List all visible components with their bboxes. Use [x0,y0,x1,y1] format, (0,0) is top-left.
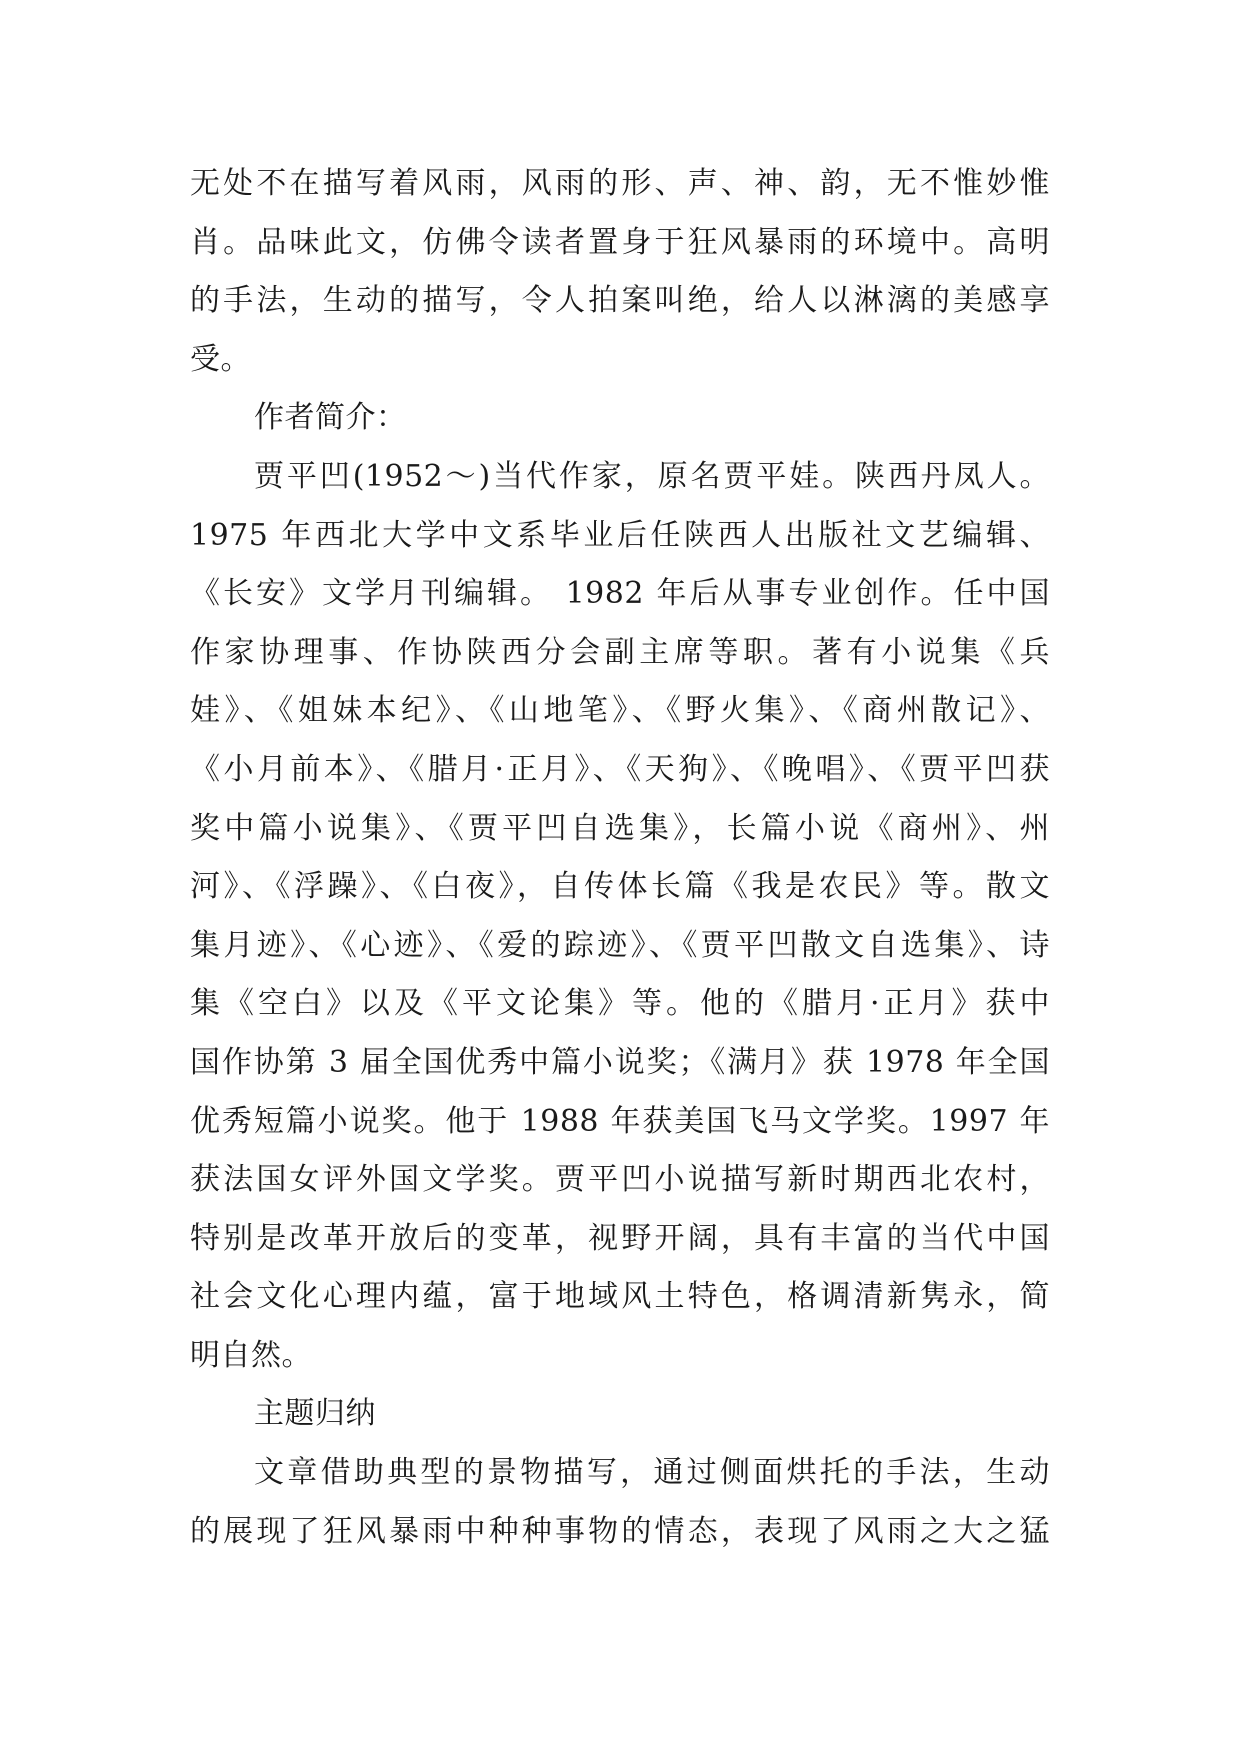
text-line: 的手法，生动的描写，令人拍案叫绝，给人以淋漓的美感享 [190,283,1050,319]
text-line: 获法国女评外国文学奖。贾平凹小说描写新时期西北农村， [190,1162,1050,1198]
text-line: 贾平凹(1952～)当代作家，原名贾平娃。陕西丹凤人。 [254,458,1050,494]
text-line: 国作协第 3 届全国优秀中篇小说奖；《满月》获 1978 年全国 [190,1044,1050,1080]
text-line: 文章借助典型的景物描写，通过侧面烘托的手法，生动 [254,1455,1050,1491]
text-line: 明自然。 [190,1337,312,1373]
section-heading-theme-summary: 主题归纳 [254,1396,376,1432]
text-line: 《长安》文学月刊编辑。 1982 年后从事专业创作。任中国 [190,576,1050,612]
text-line: 娃》、《姐妹本纪》、《山地笔》、《野火集》、《商州散记》、 [190,693,1050,729]
text-line: 特别是改革开放后的变革，视野开阔，具有丰富的当代中国 [190,1220,1050,1256]
text-line: 集月迹》、《心迹》、《爱的踪迹》、《贾平凹散文自选集》、诗 [190,927,1050,963]
text-line: 优秀短篇小说奖。他于 1988 年获美国飞马文学奖。1997 年 [190,1103,1050,1139]
text-line: 河》、《浮躁》、《白夜》，自传体长篇《我是农民》等。散文 [190,869,1050,905]
text-line: 作家协理事、作协陕西分会副主席等职。著有小说集《兵 [190,634,1050,670]
text-line: 受。 [190,341,251,377]
section-heading-author-intro: 作者简介： [254,400,407,436]
text-line: 的展现了狂风暴雨中种种事物的情态，表现了风雨之大之猛 [190,1513,1050,1549]
text-line: 奖中篇小说集》、《贾平凹自选集》，长篇小说《商州》、州 [190,810,1050,846]
text-line: 1975 年西北大学中文系毕业后任陕西人出版社文艺编辑、 [190,517,1050,553]
text-line: 《小月前本》、《腊月·正月》、《天狗》、《晚唱》、《贾平凹获 [190,751,1050,787]
document-body [190,155,1050,1561]
text-line: 无处不在描写着风雨，风雨的形、声、神、韵，无不惟妙惟 [190,166,1050,201]
text-line: 集《空白》以及《平文论集》等。他的《腊月·正月》获中 [190,986,1050,1022]
text-line: 肖。品味此文，仿佛令读者置身于狂风暴雨的环境中。高明 [190,224,1050,260]
text-line: 社会文化心理内蕴，富于地域风土特色，格调清新隽永，简 [190,1279,1050,1315]
